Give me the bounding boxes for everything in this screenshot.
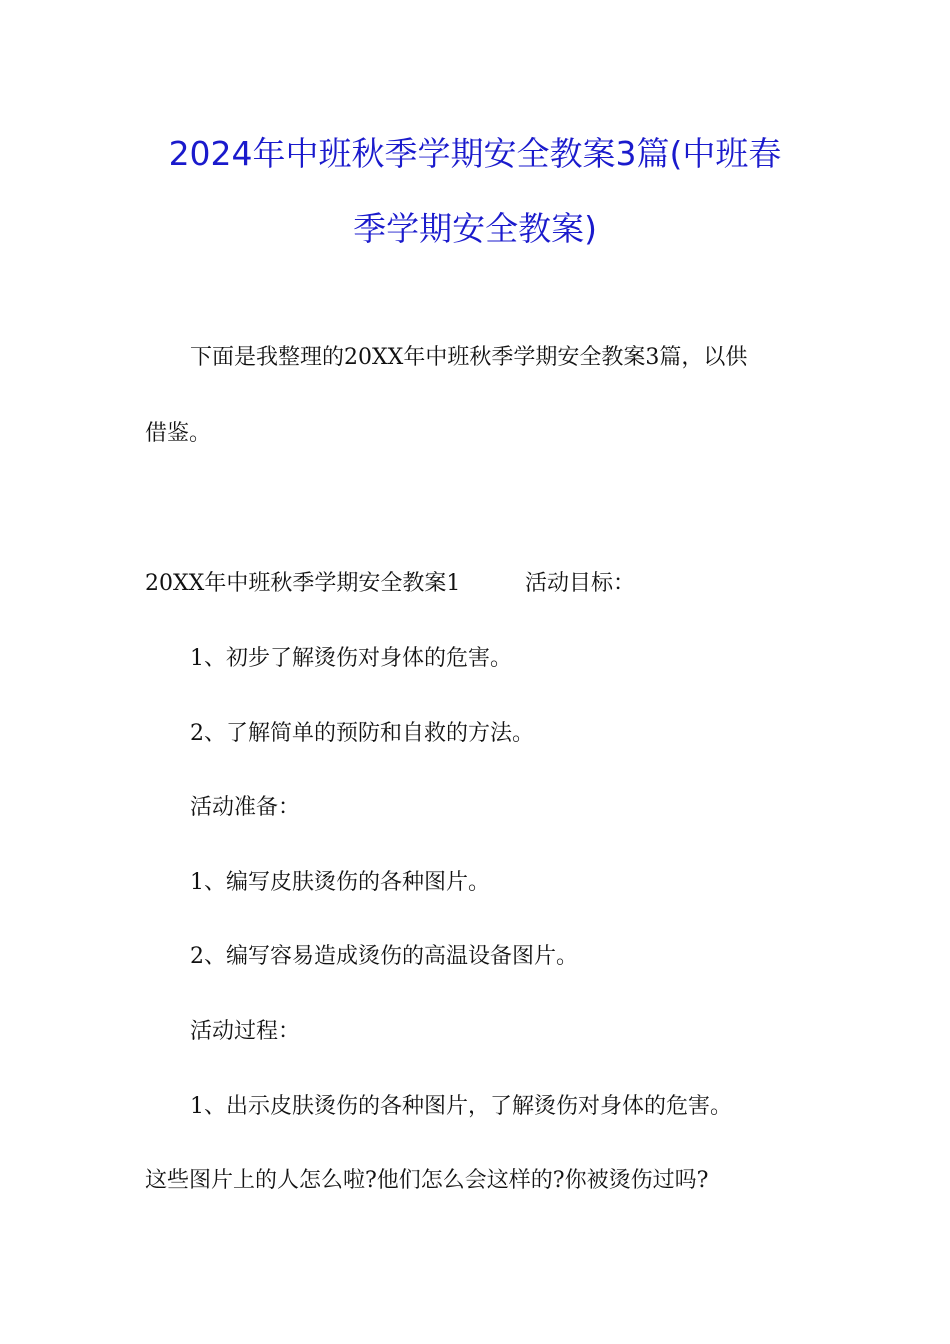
process-item-1-line-2: 这些图片上的人怎么啦?他们怎么会这样的?你被烫伤过吗? [145,1168,709,1193]
document-title-line-1: 2024年中班秋季学期安全教案3篇(中班春 [168,134,782,173]
intro-paragraph-line-1: 下面是我整理的20XX年中班秋季学期安全教案3篇，以供 [190,345,748,370]
activity-goal-label: 活动目标： [525,571,636,596]
section-heading: 20XX年中班秋季学期安全教案1 [145,571,461,596]
goal-item-1: 1、初步了解烫伤对身体的危害。 [190,646,512,671]
intro-paragraph-line-2: 借鉴。 [145,421,212,446]
activity-process-label: 活动过程： [190,1019,301,1044]
document-title-line-2: 季学期安全教案) [353,209,597,248]
process-item-1-line-1: 1、出示皮肤烫伤的各种图片，了解烫伤对身体的危害。 [190,1094,732,1119]
goal-item-2: 2、了解简单的预防和自救的方法。 [190,721,534,746]
activity-prep-label: 活动准备： [190,795,301,820]
prep-item-1: 1、编写皮肤烫伤的各种图片。 [190,870,490,895]
prep-item-2: 2、编写容易造成烫伤的高温设备图片。 [190,944,578,969]
